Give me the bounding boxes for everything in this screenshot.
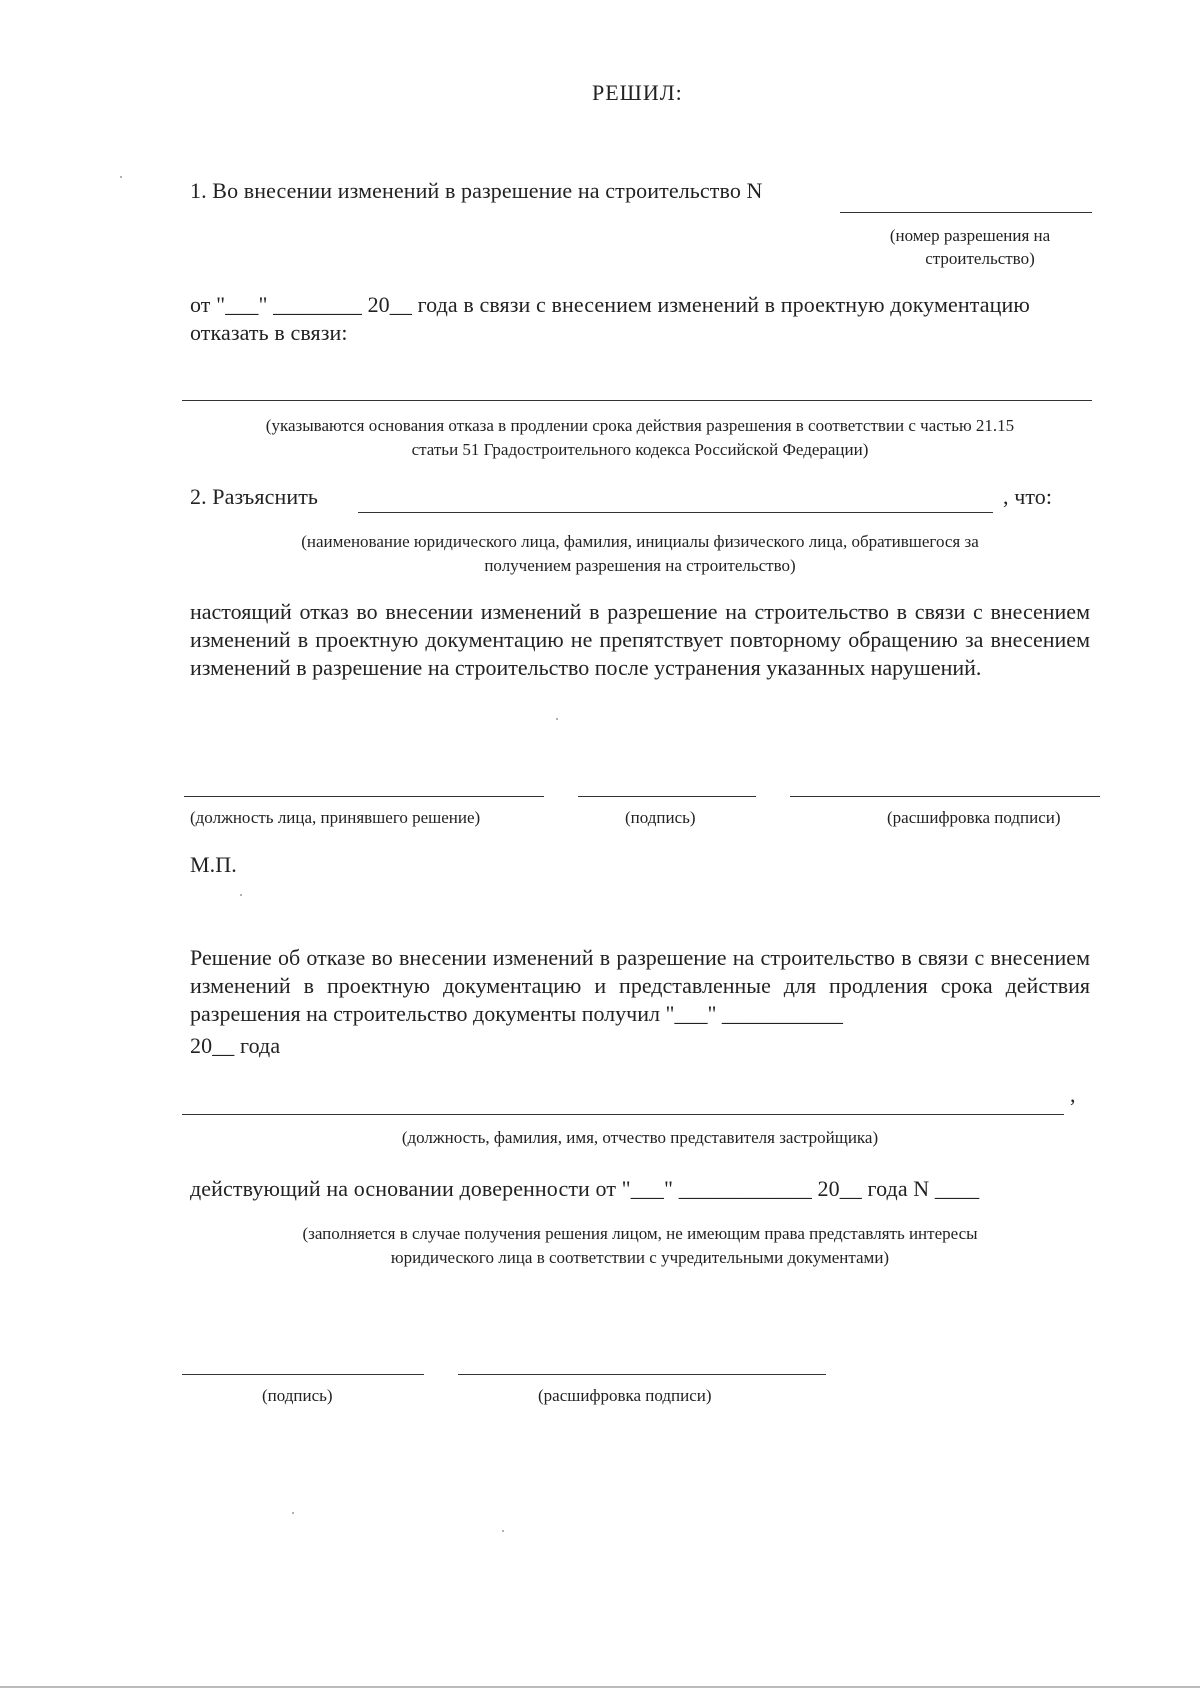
- receipt-decode-line[interactable]: [458, 1374, 826, 1375]
- proxy-line: действующий на основании доверенности от "___" ____________ 20__ года N ____: [190, 1176, 980, 1201]
- refuse-line: отказать в связи:: [190, 320, 348, 345]
- date-line: от "___" ________ 20__ года в связи с внесением изменений в проектную документацию: [190, 292, 1030, 317]
- permit-number-hint-2: строительство): [925, 249, 1035, 268]
- receipt-paragraph: Решение об отказе во внесении изменений в разрешение на строительство в связи с внесением изменений в проектную документацию и представленные для продления срока действия разрешения на строительство документы получил "___" ___________: [190, 945, 1090, 1026]
- scan-speck: [120, 176, 122, 178]
- position-hint: (должность лица, принявшего решение): [190, 808, 481, 827]
- scan-bottom-edge: [0, 1686, 1200, 1688]
- item2-label: 2. Разъяснить: [190, 484, 319, 509]
- proxy-hint-1: (заполняется в случае получения решения лицом, не имеющим права представлять интересы: [302, 1224, 978, 1243]
- receipt-decode-hint: (расшифровка подписи): [538, 1386, 712, 1405]
- applicant-hint-2: получением разрешения на строительство): [484, 556, 796, 575]
- receipt-year: 20__ года: [190, 1033, 281, 1058]
- representative-hint: (должность, фамилия, имя, отчество представителя застройщика): [401, 1128, 879, 1147]
- refusal-reason-line[interactable]: [182, 400, 1092, 401]
- item2-suffix: , что:: [1003, 484, 1053, 509]
- representative-line[interactable]: [182, 1114, 1064, 1115]
- permit-number-line[interactable]: [840, 212, 1092, 213]
- scan-speck: [240, 894, 242, 896]
- scan-speck: [502, 1530, 504, 1532]
- decode-line[interactable]: [790, 796, 1100, 797]
- signature-hint: (подпись): [625, 808, 696, 827]
- item1-text: 1. Во внесении изменений в разрешение на строительство N: [190, 178, 763, 203]
- position-line[interactable]: [184, 796, 544, 797]
- refusal-reason-hint-1: (указываются основания отказа в продлении срока действия разрешения в соответствии с частью 21.15: [265, 416, 1015, 435]
- explanation-paragraph: настоящий отказ во внесении изменений в разрешение на строительство в связи с внесением изменений в проектную документацию не препятствует повторному обращению за внесением изменений в разрешение на строительство после устранения указанных нарушений.: [190, 599, 1090, 680]
- permit-number-hint-1: (номер разрешения на: [889, 226, 1051, 245]
- applicant-line[interactable]: [358, 512, 993, 513]
- decision-heading: РЕШИЛ:: [592, 80, 683, 105]
- stamp-place: М.П.: [190, 852, 237, 877]
- applicant-hint-1: (наименование юридического лица, фамилия, инициалы физического лица, обратившегося за: [301, 532, 979, 551]
- proxy-hint-2: юридического лица в соответствии с учредительными документами): [390, 1248, 890, 1267]
- refusal-reason-hint-2: статьи 51 Градостроительного кодекса Российской Федерации): [411, 440, 869, 459]
- receipt-signature-line[interactable]: [182, 1374, 424, 1375]
- decode-hint: (расшифровка подписи): [887, 808, 1061, 827]
- receipt-signature-hint: (подпись): [262, 1386, 333, 1405]
- representative-comma: ,: [1070, 1082, 1076, 1107]
- scan-speck: [292, 1512, 294, 1514]
- signature-line[interactable]: [578, 796, 756, 797]
- scan-speck: [556, 718, 558, 720]
